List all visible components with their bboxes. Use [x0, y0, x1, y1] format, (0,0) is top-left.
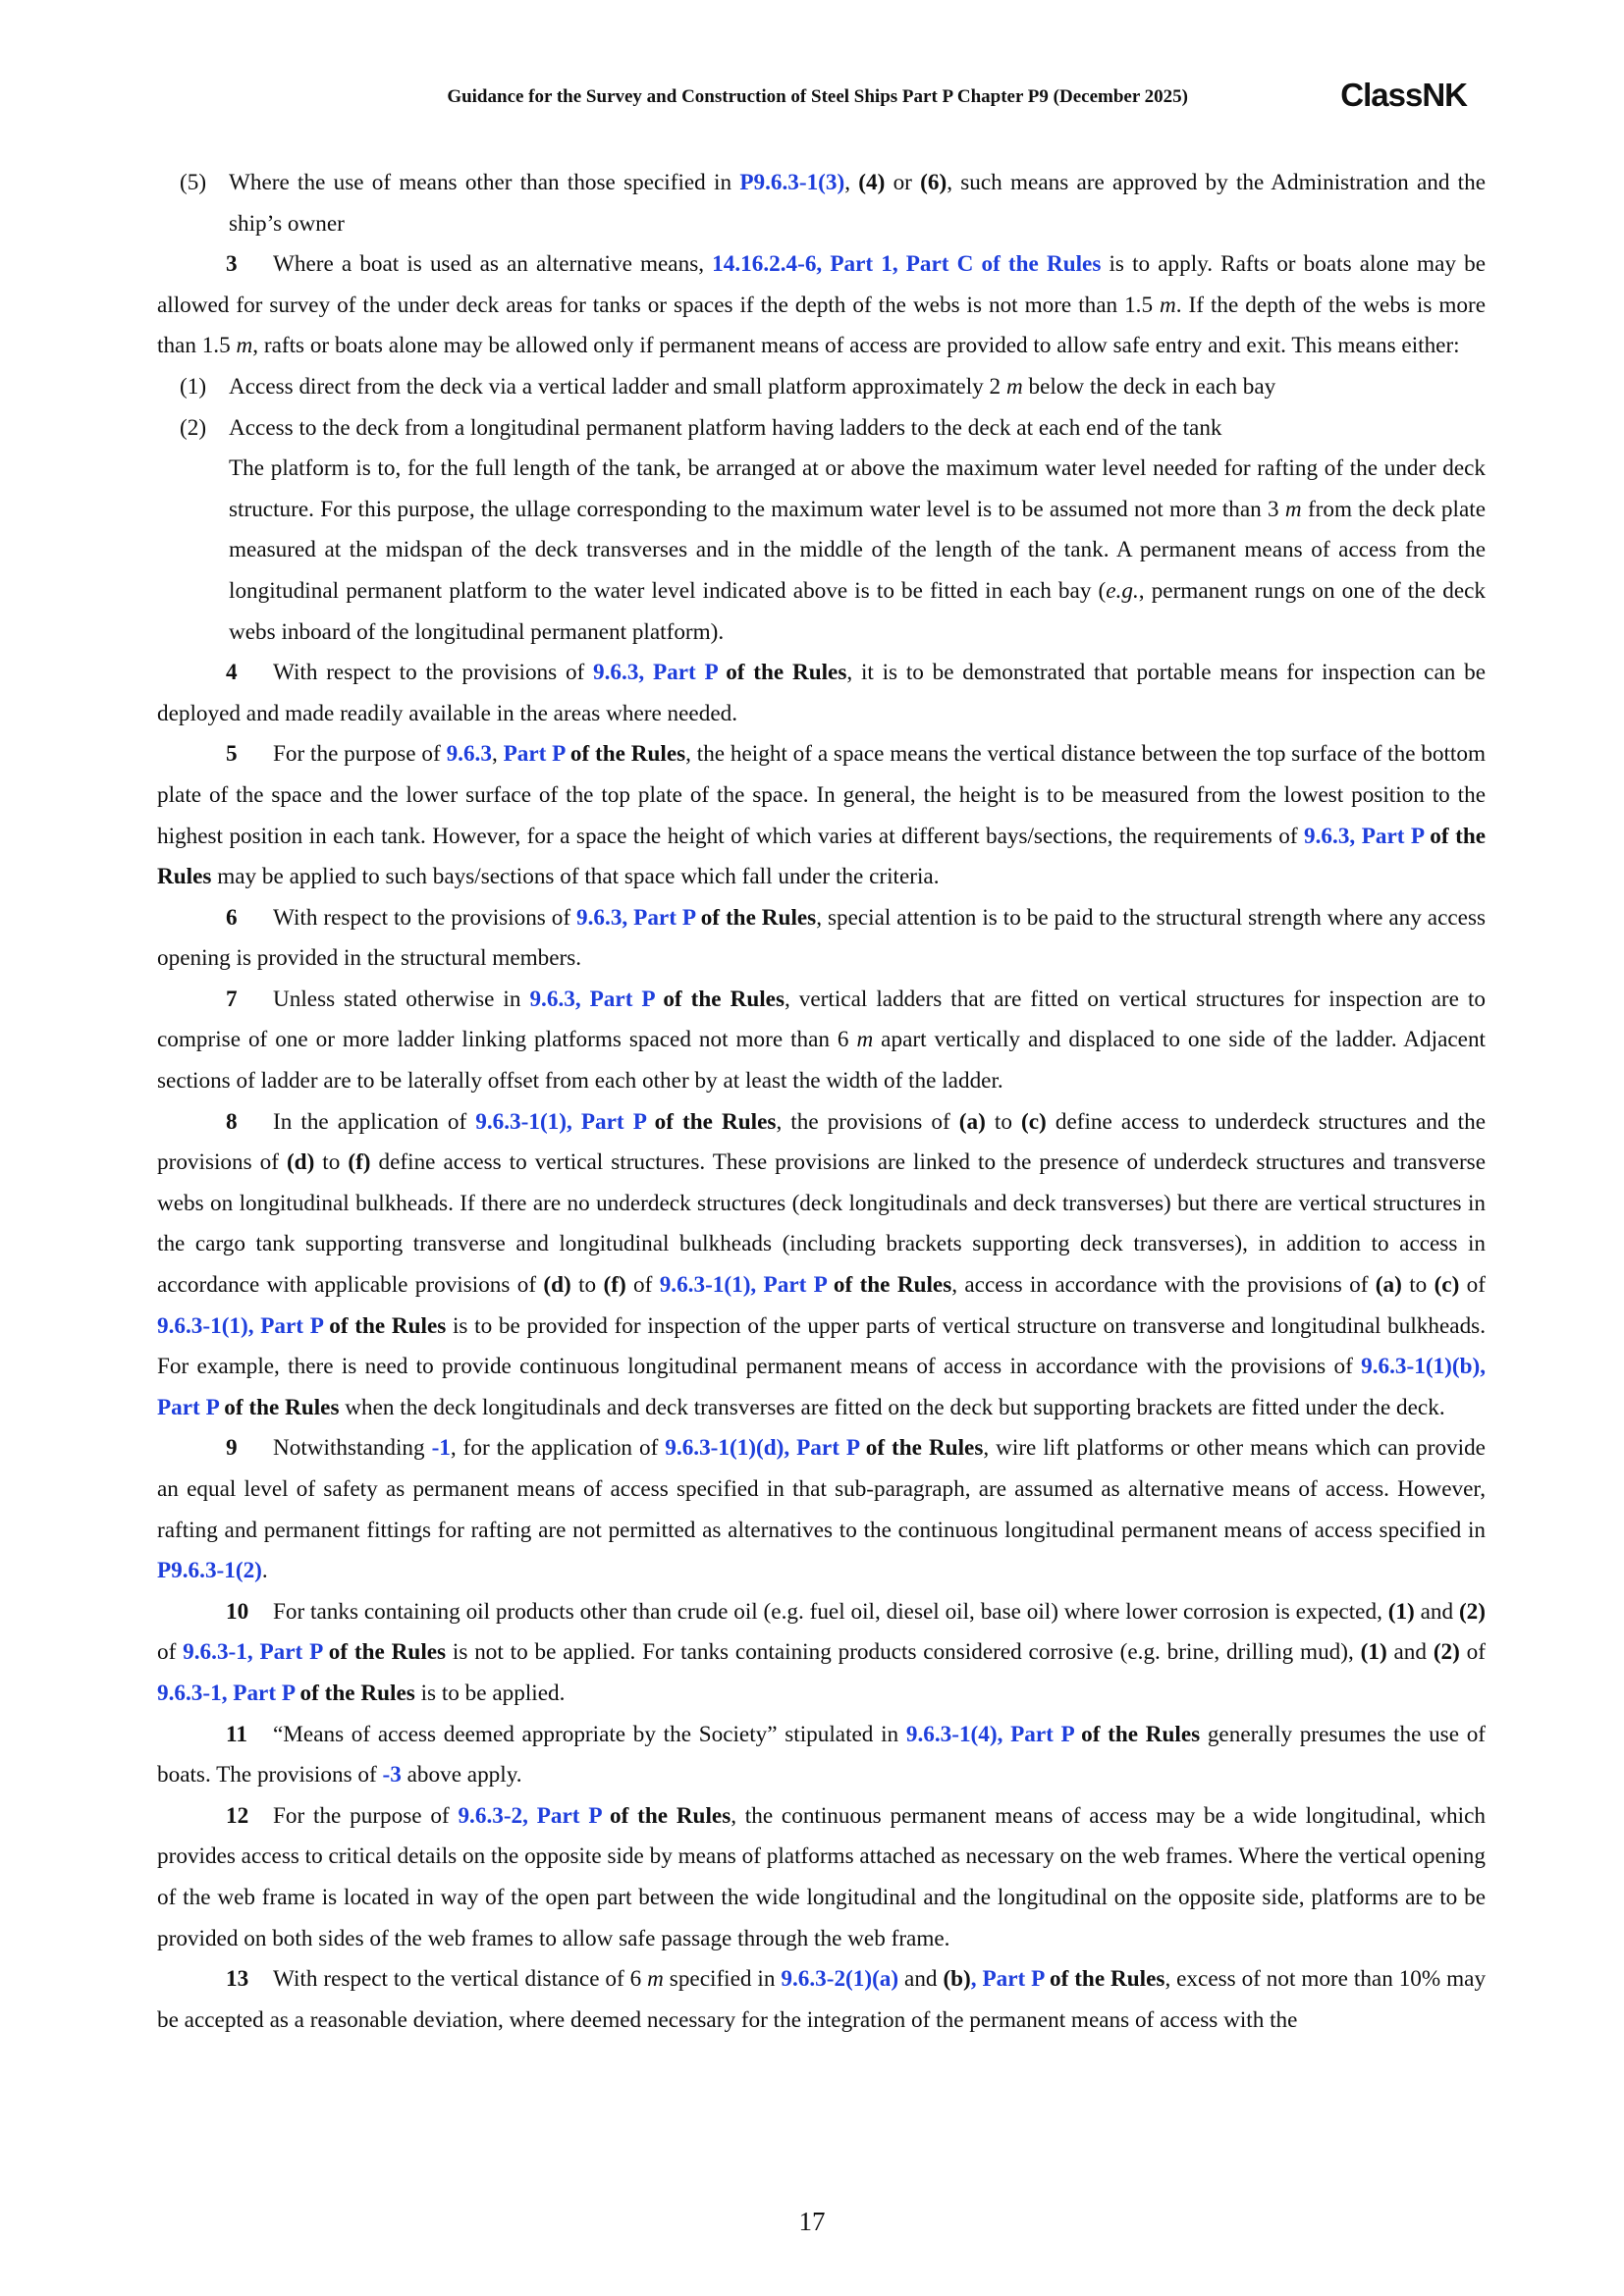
text: (f): [603, 1272, 626, 1299]
text: (a): [958, 1108, 986, 1135]
text: (6): [920, 170, 947, 195]
text: of the Rules: [218, 1394, 340, 1420]
text: ,: [638, 660, 653, 686]
text: of the Rules: [717, 660, 847, 686]
paragraph-number: 3: [226, 251, 238, 278]
text: define access to underdeck structures and the provisions of: [157, 1108, 1486, 1176]
rule-link[interactable]: Part P: [259, 1639, 322, 1666]
text: of the Rules: [826, 1272, 952, 1299]
classnk-logo: ClassNK: [1340, 77, 1467, 113]
text: ,: [970, 1966, 983, 1993]
paragraph-11: [157, 1715, 1486, 1796]
rule-link[interactable]: P9.6.3-1(3): [739, 170, 845, 195]
rule-link[interactable]: 9.6.3-1(1), Part P: [475, 1108, 646, 1135]
text: to: [1401, 1272, 1435, 1299]
rule-link[interactable]: Part P: [536, 1802, 602, 1829]
text: of the Rules: [1073, 1721, 1201, 1747]
rule-link[interactable]: -1: [431, 1435, 451, 1462]
text: , the continuous permanent means of access may be a wide longitudinal, which provides access to critical details on the opposite side by means of platforms attached as necessary on the web frames. Where the vertical opening of the web frame is located in way of the open part between the wide longitudinal and the longitudinal on the opposite side, platforms are to be provided on both sides of the web frames to allow safe passage through the web frame.: [157, 1802, 1486, 1951]
text: , vertical ladders that are fitted on vertical structures for inspection are to comprise of one or more ladder linking platforms spaced not more than 6: [157, 986, 1486, 1053]
rule-link[interactable]: Part P: [652, 660, 718, 686]
text: of the Rules: [694, 904, 817, 931]
rule-link[interactable]: 9.6.3: [576, 904, 623, 931]
paragraph-number: 11: [226, 1721, 247, 1747]
paragraph-number: 9: [226, 1435, 238, 1462]
rule-link[interactable]: Part P: [503, 741, 566, 768]
text: With respect to the vertical distance of 6: [273, 1966, 648, 1993]
rule-link[interactable]: 9.6.3-1(1), Part P: [659, 1272, 827, 1299]
text: apart vertically and displaced to one side of the ladder. Adjacent sections of ladder are to be laterally offset from each other by at least the width of the ladder.: [157, 1027, 1487, 1095]
paragraph-12: [157, 1796, 1486, 1959]
unit: m: [236, 333, 253, 359]
text: of the Rules: [565, 741, 686, 768]
paragraph-10: [157, 1592, 1486, 1715]
text: (2): [1433, 1639, 1460, 1666]
unit: m: [1284, 496, 1302, 522]
text: , the provisions of: [776, 1108, 959, 1135]
text: , excess of not more than 10% may be accepted as a reasonable deviation, where deemed necessary for the integration of the permanent means of access with the: [157, 1966, 1487, 2033]
text: ,: [622, 904, 634, 931]
text: (b): [943, 1966, 971, 1993]
text: Notwithstanding: [273, 1435, 432, 1462]
rule-link[interactable]: 9.6.3-1(1)(b), Part P: [157, 1354, 1486, 1420]
text: ,: [246, 1639, 260, 1666]
text: below the deck in each bay: [1022, 373, 1276, 400]
text: . If the depth of the webs is more than 1.5: [157, 292, 1486, 359]
text: For tanks containing oil products other than crude oil (e.g. fuel oil, diesel oil, base oil) where lower corrosion is expected,: [273, 1598, 1388, 1625]
item-number: (2): [180, 414, 207, 441]
text: .: [261, 1558, 268, 1584]
text: to: [314, 1149, 349, 1176]
text: of: [625, 1272, 660, 1299]
text: generally presumes the use of boats. The provisions of: [157, 1721, 1487, 1789]
rule-link[interactable]: 9.6.3: [446, 741, 492, 768]
paragraph-5: [157, 734, 1486, 897]
text: With respect to the provisions of: [273, 904, 577, 931]
text: , rafts or boats alone may be allowed only if permanent means of access are provided to allow safe entry and exit. This means either:: [252, 333, 1460, 359]
text: ,: [844, 170, 859, 195]
text: , wire lift platforms or other means which can provide an equal level of safety as permanent means of access specified in that sub-paragraph, are assumed as alternative means of access. However, rafting and permanent fittings for rafting are not permitted as alternatives to the continuous longitudinal permanent means of access specified in: [157, 1435, 1486, 1543]
list-item-1: [157, 367, 1486, 408]
text: e.g.: [1106, 577, 1139, 604]
unit: m: [1160, 292, 1176, 318]
paragraph-number: 13: [226, 1966, 249, 1993]
rule-link[interactable]: 9.6.3-1(1)(d), Part P: [665, 1435, 859, 1462]
text: Where a boat is used as an alternative means,: [273, 251, 713, 278]
text: define access to vertical structures. These provisions are linked to the presence of underdeck structures and transverse webs on longitudinal bulkheads. If there are no underdeck structures (deck longitudinals and deck transverses) but there are vertical structures in the cargo tank supporting transverse and longitudinal bulkheads (including brackets supporting deck transverses), in addition to access in accordance with applicable provisions of: [157, 1149, 1486, 1299]
text: from the deck plate measured at the midspan of the deck transverses and in the middle of the length of the tank. A permanent means of access from the longitudinal permanent platform to the water level indicated above is to be fitted in each bay (: [229, 496, 1486, 604]
text: Unless stated otherwise in: [273, 986, 530, 1012]
text: and: [1414, 1598, 1459, 1625]
rule-link[interactable]: 9.6.3: [593, 660, 639, 686]
rule-link[interactable]: 9.6.3: [1304, 823, 1350, 849]
text: of the Rules: [654, 986, 785, 1012]
unit: m: [1005, 373, 1023, 400]
text: to: [570, 1272, 604, 1299]
paragraph-number: 10: [226, 1598, 249, 1625]
paragraph-9: [157, 1428, 1486, 1591]
text: (1): [1360, 1639, 1387, 1666]
paragraph-8: [157, 1102, 1486, 1429]
text: , permanent rungs on one of the deck webs inboard of the longitudinal permanent platform).: [229, 577, 1486, 645]
text: (f): [348, 1149, 371, 1176]
text: of the Rules: [321, 1639, 447, 1666]
paragraph-number: 5: [226, 741, 238, 768]
header-title: Guidance for the Survey and Construction of Steel Ships Part P Chapter P9 (December 2025): [447, 86, 1188, 107]
paragraph-number: 12: [226, 1802, 249, 1829]
text: ,: [1349, 823, 1362, 849]
text: of the Rules: [601, 1802, 731, 1829]
item-number: (5): [180, 170, 207, 195]
text: above apply.: [401, 1762, 522, 1789]
paragraph-number: 7: [226, 986, 238, 1012]
rule-link[interactable]: Part P: [233, 1680, 295, 1706]
list-item-2-text: [157, 449, 1486, 653]
text: may be applied to such bays/sections of that space which fall under the criteria.: [211, 864, 940, 890]
text: (4): [858, 170, 886, 195]
text: , for the application of: [450, 1435, 666, 1462]
text: (2): [1458, 1598, 1486, 1625]
text: of the Rules: [645, 1108, 777, 1135]
rule-link[interactable]: 14.16.2.4-6, Part 1, Part C of the Rules: [712, 251, 1102, 278]
text: Access to the deck from a longitudinal permanent platform having ladders to the deck at each end of the tank: [229, 414, 1222, 441]
rule-link[interactable]: Part P: [633, 904, 695, 931]
text: ,: [522, 1802, 537, 1829]
text: to: [985, 1108, 1022, 1135]
rule-link[interactable]: P9.6.3-1(2): [157, 1558, 262, 1584]
text: , such means are approved by the Administration and the ship’s owner: [229, 170, 1486, 237]
text: (1): [1387, 1598, 1415, 1625]
text: , the height of a space means the vertical distance between the top surface of the bottom plate of the space and the lower surface of the top plate of the space. In general, the height is to be measured from the lowest position to the highest position in each tank. However, for a space the height of which varies at different bays/sections, the requirements of: [157, 741, 1487, 849]
text: of the Rules: [858, 1435, 984, 1462]
text: With respect to the provisions of: [273, 660, 594, 686]
text: is to apply. Rafts or boats alone may be allowed for survey of the under deck areas for tanks or spaces if the depth of the webs is not more than 1.5: [157, 251, 1486, 318]
paragraph-7: [157, 980, 1486, 1102]
text: (d): [286, 1149, 315, 1176]
text: The platform is to, for the full length of the tank, be arranged at or above the maximum water level needed for rafting of the under deck structure. For this purpose, the ullage corresponding to the maximum water level is to be assumed not more than 3: [229, 455, 1486, 522]
list-item-2: [157, 408, 1486, 450]
text: ,: [574, 986, 590, 1012]
text: of: [1459, 1639, 1487, 1666]
rule-link[interactable]: 9.6.3-1(4), Part P: [905, 1721, 1074, 1747]
text: For the purpose of: [273, 741, 447, 768]
paragraph-number: 4: [226, 660, 238, 686]
text: of the Rules: [1044, 1966, 1165, 1993]
rule-link[interactable]: 9.6.3-2(1)(a): [781, 1966, 899, 1993]
text: , it is to be demonstrated that portable means for inspection can be deployed and made readily available in the areas where needed.: [157, 660, 1487, 726]
text: is to be applied.: [414, 1680, 566, 1706]
text: specified in: [663, 1966, 782, 1993]
rule-link[interactable]: 9.6.3-1(1), Part P: [157, 1312, 323, 1339]
page-header: [157, 77, 1467, 116]
item-number: (1): [180, 373, 207, 400]
text: and: [898, 1966, 944, 1993]
text: ,: [491, 741, 504, 768]
document-body: [157, 163, 1486, 2041]
text: (a): [1375, 1272, 1402, 1299]
paragraph-number: 6: [226, 904, 238, 931]
text: (d): [543, 1272, 571, 1299]
rule-link[interactable]: Part P: [589, 986, 655, 1012]
text: Access direct from the deck via a vertical ladder and small platform approximately 2: [229, 373, 1006, 400]
text: ,: [221, 1680, 234, 1706]
text: or: [885, 170, 921, 195]
paragraph-6: [157, 898, 1486, 980]
text: , special attention is to be paid to the structural strength where any access opening is provided in the structural members.: [157, 904, 1487, 972]
text: In the application of: [273, 1108, 476, 1135]
rule-link[interactable]: 9.6.3: [529, 986, 575, 1012]
rule-link[interactable]: 9.6.3-1: [183, 1639, 247, 1666]
text: of the Rules: [322, 1312, 447, 1339]
text: For the purpose of: [273, 1802, 459, 1829]
text: (c): [1434, 1272, 1460, 1299]
text: (c): [1021, 1108, 1047, 1135]
rule-link[interactable]: 9.6.3-2: [458, 1802, 523, 1829]
paragraph-4: [157, 653, 1486, 734]
unit: m: [856, 1027, 874, 1053]
rule-link[interactable]: -3: [382, 1762, 402, 1789]
unit: m: [647, 1966, 664, 1993]
text: is to be provided for inspection of the upper parts of vertical structure on transverse and longitudinal bulkheads. For example, there is need to provide continuous longitudinal permanent means of access in accordance with the provisions of: [157, 1312, 1486, 1380]
rule-link[interactable]: 9.6.3-1: [157, 1680, 222, 1706]
text: is not to be applied. For tanks containing products considered corrosive (e.g. brine, drilling mud),: [446, 1639, 1361, 1666]
text: “Means of access deemed appropriate by the Society” stipulated in: [273, 1721, 906, 1747]
paragraph-3: [157, 244, 1486, 367]
paragraph-13: [157, 1959, 1486, 2041]
rule-link[interactable]: Part P: [1361, 823, 1424, 849]
list-item-5: [157, 163, 1486, 244]
text: , access in accordance with the provisions of: [951, 1272, 1376, 1299]
text: Where the use of means other than those specified in: [229, 170, 740, 195]
text: of the Rules: [157, 823, 1487, 890]
paragraph-number: 8: [226, 1108, 238, 1135]
text: and: [1386, 1639, 1434, 1666]
text: when the deck longitudinals and deck transverses are fitted on the deck but supporting brackets are fitted under the deck.: [339, 1394, 1445, 1420]
text: of: [1459, 1272, 1486, 1299]
text: of the Rules: [294, 1680, 415, 1706]
rule-link[interactable]: Part P: [982, 1966, 1045, 1993]
text: of: [157, 1639, 184, 1666]
page-number: 17: [798, 2207, 826, 2236]
